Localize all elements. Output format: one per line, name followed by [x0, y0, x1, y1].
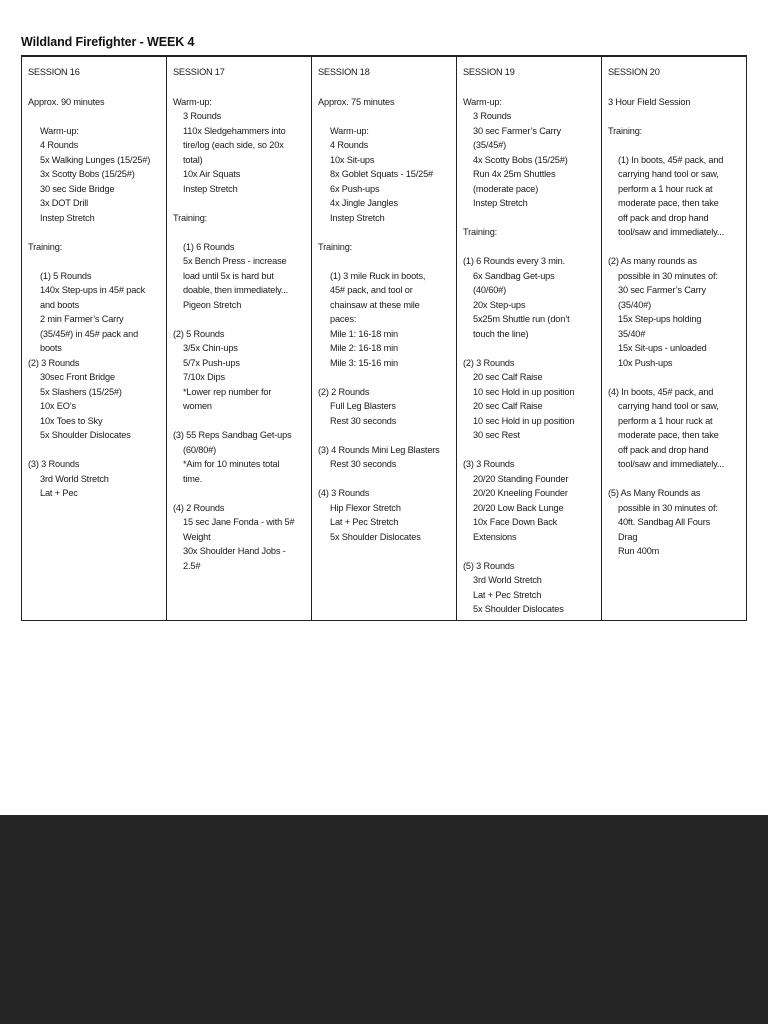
- session-line: 20 sec Calf Raise: [473, 372, 543, 382]
- session-line: 15x Sit-ups - unloaded: [618, 343, 707, 353]
- spacer: [28, 254, 162, 269]
- session-line: off pack and drop hand: [618, 444, 709, 455]
- schedule-table: [21, 55, 747, 621]
- bottom-dark-bar: [0, 815, 768, 1024]
- session-line: 35/40#: [618, 328, 646, 339]
- session-line: load until 5x is hard but: [183, 270, 274, 281]
- session-line: Approx. 90 minutes: [28, 96, 105, 107]
- session-line: (2) 3 Rounds: [463, 357, 515, 368]
- session-line: (moderate pace): [473, 183, 539, 194]
- session-line: Instep Stretch: [330, 212, 385, 223]
- session-line: Lat + Pec Stretch: [473, 589, 542, 600]
- session-line: *Lower rep number for: [183, 386, 272, 397]
- session-line: tire/log (each side, so 20x: [183, 140, 284, 150]
- session-line: 4x Jingle Jangles: [330, 198, 398, 208]
- session-line: 5x Walking Lunges (15/25#): [40, 154, 151, 165]
- session-line: 3 Rounds: [183, 111, 222, 121]
- session-line: possible in 30 minutes of:: [618, 502, 718, 513]
- spacer: [608, 240, 742, 255]
- spacer: [463, 240, 597, 255]
- session-line: (1) 3 mile Ruck in boots,: [330, 270, 426, 281]
- session-line: Mile 3: 15-16 min: [330, 357, 398, 368]
- session-line: Mile 2: 16-18 min: [330, 343, 398, 353]
- session-line: tool/saw and immediately...: [618, 227, 725, 237]
- session-line: (35/45#): [473, 140, 507, 150]
- session-line: 5x Slashers (15/25#): [40, 386, 122, 397]
- session-line: (2) As many rounds as: [608, 256, 697, 266]
- session-line: (3) 3 Rounds: [28, 459, 80, 469]
- spacer: [173, 196, 307, 211]
- spacer: [173, 225, 307, 240]
- session-line: (1) 6 Rounds: [183, 241, 235, 252]
- session-line: 20/20 Standing Founder: [473, 473, 569, 484]
- session-line: (35/40#): [618, 299, 652, 310]
- spacer: [318, 428, 452, 443]
- session-line: 3 Rounds: [473, 111, 512, 121]
- session-line: (3) 55 Reps Sandbag Get-ups: [173, 430, 292, 440]
- session-line: (35/45#) in 45# pack and: [40, 328, 139, 339]
- page-title: Wildland Firefighter - WEEK 4: [21, 35, 195, 49]
- session-line: (40/60#): [473, 285, 507, 295]
- session-line: Weight: [183, 531, 211, 542]
- session-line: Instep Stretch: [40, 212, 95, 223]
- session-line: (2) 3 Rounds: [28, 357, 80, 368]
- session-line: Warm-up:: [330, 125, 369, 136]
- session-line: (3) 4 Rounds Mini Leg Blasters: [318, 444, 440, 455]
- session-line: 10x Sit-ups: [330, 154, 375, 165]
- session-line: (1) 6 Rounds every 3 min.: [463, 256, 565, 266]
- session-line: Warm-up:: [173, 96, 212, 107]
- session-line: (1) 5 Rounds: [40, 270, 92, 281]
- session-line: 3 Hour Field Session: [608, 96, 691, 107]
- session-line: boots: [40, 343, 62, 353]
- session-line: 15x Step-ups holding: [618, 314, 702, 324]
- session-line: Mile 1: 16-18 min: [330, 328, 398, 339]
- session-line: 2 min Farmer’s Carry: [40, 314, 124, 324]
- session-header: SESSION 18: [318, 67, 370, 77]
- session-line: (5) 3 Rounds: [463, 560, 515, 571]
- session-header: SESSION 20: [608, 67, 660, 77]
- session-line: 40ft. Sandbag All Fours: [618, 517, 711, 527]
- session-line: (4) In boots, 45# pack, and: [608, 386, 714, 397]
- session-header: SESSION 17: [173, 67, 225, 77]
- session-line: 45# pack, and tool or: [330, 285, 413, 295]
- session-line: 30x Shoulder Hand Jobs -: [183, 546, 286, 556]
- session-line: Training:: [318, 241, 353, 252]
- session-line: 5x Shoulder Dislocates: [330, 531, 421, 542]
- session-line: Run 400m: [618, 546, 660, 556]
- session-line: touch the line): [473, 328, 529, 339]
- session-line: 10x Air Squats: [183, 169, 241, 179]
- session-line: *Aim for 10 minutes total: [183, 459, 280, 469]
- session-line: Full Leg Blasters: [330, 401, 396, 411]
- spacer: [28, 225, 162, 240]
- spacer: [318, 370, 452, 385]
- session-line: 10x EO’s: [40, 401, 76, 411]
- session-line: perform a 1 hour ruck at: [618, 415, 713, 426]
- session-line: Instep Stretch: [183, 183, 238, 194]
- spacer: [318, 254, 452, 269]
- session-line: 4 Rounds: [330, 140, 369, 150]
- session-line: 3x Scotty Bobs (15/25#): [40, 169, 135, 179]
- spacer: [28, 443, 162, 458]
- session-line: 5x Shoulder Dislocates: [473, 604, 564, 614]
- session-line: (5) As Many Rounds as: [608, 488, 701, 498]
- spacer: [463, 211, 597, 226]
- spacer: [173, 312, 307, 327]
- session-line: 10x Face Down Back: [473, 517, 558, 527]
- session-line: and boots: [40, 299, 80, 310]
- session-line: 6x Sandbag Get-ups: [473, 270, 555, 281]
- session-line: (2) 2 Rounds: [318, 386, 370, 397]
- session-line: (2) 5 Rounds: [173, 328, 225, 339]
- session-line: Hip Flexor Stretch: [330, 502, 401, 513]
- session-line: (1) In boots, 45# pack, and: [618, 154, 724, 165]
- session-line: moderate pace, then take: [618, 198, 719, 208]
- session-line: carrying hand tool or saw,: [618, 401, 719, 411]
- session-line: Approx. 75 minutes: [318, 96, 395, 107]
- spacer: [608, 370, 742, 385]
- session-line: 5x Shoulder Dislocates: [40, 430, 131, 440]
- session-line: 4x Scotty Bobs (15/25#): [473, 154, 568, 165]
- spacer: [318, 225, 452, 240]
- session-line: Training:: [463, 227, 498, 237]
- session-line: 30sec Front Bridge: [40, 372, 115, 382]
- session-line: 8x Goblet Squats - 15/25#: [330, 169, 433, 179]
- session-line: time.: [183, 473, 203, 484]
- session-line: 30 sec Side Bridge: [40, 183, 115, 194]
- session-line: 10x Push-ups: [618, 357, 673, 368]
- session-line: 3rd World Stretch: [473, 575, 542, 585]
- session-line: Run 4x 25m Shuttles: [473, 169, 556, 179]
- session-line: Warm-up:: [40, 125, 79, 136]
- spacer: [463, 443, 597, 458]
- session-line: Training:: [608, 125, 643, 136]
- spacer: [608, 109, 742, 124]
- session-line: 6x Push-ups: [330, 183, 380, 194]
- session-line: (4) 2 Rounds: [173, 502, 225, 513]
- session-line: off pack and drop hand: [618, 212, 709, 223]
- session-line: 10 sec Hold in up position: [473, 415, 575, 426]
- session-line: Pigeon Stretch: [183, 299, 242, 310]
- session-line: 2.5#: [183, 560, 201, 571]
- session-line: (3) 3 Rounds: [463, 459, 515, 469]
- session-line: Rest 30 seconds: [330, 459, 397, 469]
- session-column: [22, 57, 167, 620]
- session-column: [457, 57, 602, 620]
- spacer: [463, 544, 597, 559]
- session-column: [312, 57, 457, 620]
- spacer: [173, 414, 307, 429]
- session-line: tool/saw and immediately...: [618, 459, 725, 469]
- session-line: 5x Bench Press - increase: [183, 256, 287, 266]
- session-line: women: [183, 401, 212, 411]
- session-line: total): [183, 154, 203, 165]
- session-line: 30 sec Farmer’s Carry: [618, 285, 706, 295]
- session-line: 3x DOT Drill: [40, 198, 89, 208]
- session-line: 10x Toes to Sky: [40, 415, 103, 426]
- session-column: [167, 57, 312, 620]
- spacer: [28, 109, 162, 124]
- session-line: 7/10x Dips: [183, 372, 225, 382]
- session-line: Lat + Pec: [40, 488, 78, 498]
- session-line: 5/7x Push-ups: [183, 357, 240, 368]
- session-line: 5x25m Shuttle run (don’t: [473, 314, 570, 324]
- session-header: SESSION 19: [463, 67, 515, 77]
- session-line: 10 sec Hold in up position: [473, 386, 575, 397]
- session-line: 3rd World Stretch: [40, 473, 109, 484]
- session-line: (4) 3 Rounds: [318, 488, 370, 498]
- session-line: possible in 30 minutes of:: [618, 270, 718, 281]
- spacer: [608, 472, 742, 487]
- session-column: [602, 57, 746, 620]
- session-line: Drag: [618, 531, 638, 542]
- session-line: Instep Stretch: [473, 198, 528, 208]
- session-line: doable, then immediately...: [183, 285, 289, 295]
- session-line: 110x Sledgehammers into: [183, 125, 286, 136]
- session-header: SESSION 16: [28, 67, 80, 77]
- session-line: 3/5x Chin-ups: [183, 343, 238, 353]
- session-line: perform a 1 hour ruck at: [618, 183, 713, 194]
- session-line: paces:: [330, 314, 357, 324]
- session-line: Extensions: [473, 531, 517, 542]
- session-line: carrying hand tool or saw,: [618, 169, 719, 179]
- spacer: [173, 486, 307, 501]
- session-line: 15 sec Jane Fonda - with 5#: [183, 517, 295, 527]
- session-line: Training:: [28, 241, 63, 252]
- session-line: Rest 30 seconds: [330, 415, 397, 426]
- session-line: moderate pace, then take: [618, 430, 719, 440]
- session-line: chainsaw at these mile: [330, 299, 420, 310]
- spacer: [608, 138, 742, 153]
- session-line: Lat + Pec Stretch: [330, 517, 399, 527]
- spacer: [318, 109, 452, 124]
- spacer: [318, 472, 452, 487]
- session-line: 4 Rounds: [40, 140, 79, 150]
- session-line: (60/80#): [183, 444, 217, 455]
- session-line: 140x Step-ups in 45# pack: [40, 285, 146, 295]
- session-line: Training:: [173, 212, 208, 223]
- session-line: 30 sec Farmer’s Carry: [473, 125, 561, 136]
- spacer: [463, 341, 597, 356]
- session-line: Warm-up:: [463, 96, 502, 107]
- session-line: 20 sec Calf Raise: [473, 401, 543, 411]
- session-line: 20/20 Low Back Lunge: [473, 502, 564, 513]
- session-line: 20/20 Kneeling Founder: [473, 488, 568, 498]
- session-line: 20x Step-ups: [473, 299, 526, 310]
- session-line: 30 sec Rest: [473, 430, 520, 440]
